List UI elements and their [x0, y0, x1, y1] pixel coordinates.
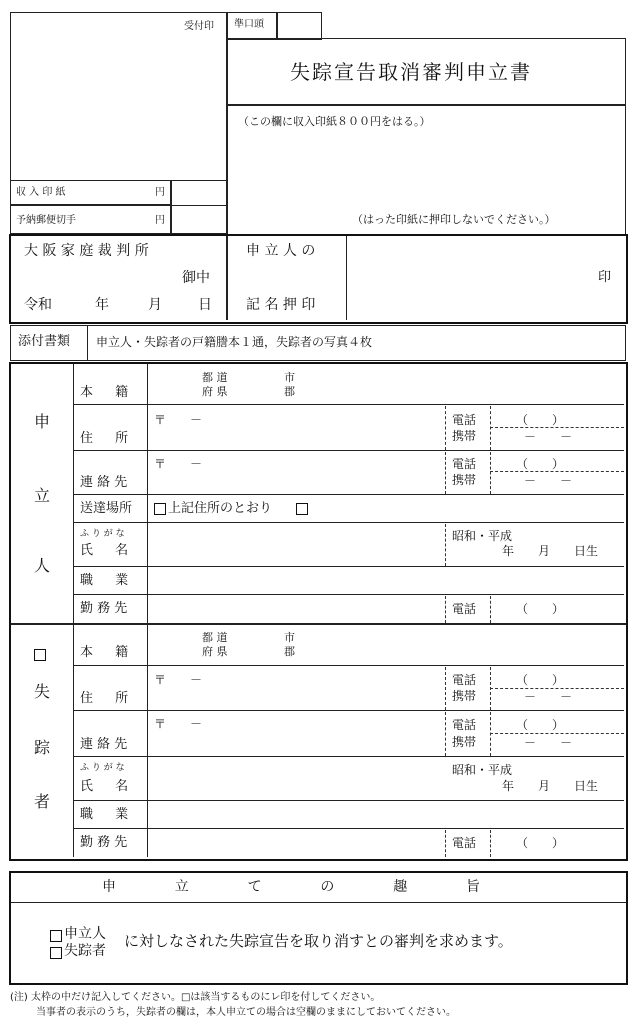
mis-jusho-label: 住 所: [80, 691, 133, 706]
app-soutatsu-label: 送達場所: [80, 501, 133, 516]
postage-yen: 円: [155, 215, 165, 226]
date-hi: 日: [198, 297, 212, 313]
stamp-side-box: [170, 180, 228, 234]
app-renraku-label: 連 絡 先: [80, 475, 128, 490]
mis-jusho-tel-paren: （ ）: [516, 673, 565, 687]
missing-checkbox[interactable]: [34, 646, 46, 662]
applicant-label-1: 申 立 人 の: [246, 243, 316, 259]
mis-kinmu-tel-paren: （ ）: [516, 836, 565, 850]
mis-birth: 年 月 日生: [502, 779, 599, 793]
app-birth: 年 月 日生: [502, 544, 599, 558]
missing-side-1: 失: [34, 682, 51, 701]
mis-renraku-keitai-dash: － －: [524, 736, 573, 750]
date-nen: 年: [95, 297, 109, 313]
app-soutatsu-check-1[interactable]: [154, 502, 166, 515]
no-seal-note: （はった印紙に押印しないでください。）: [352, 213, 556, 226]
app-renraku-postal: 〒 －: [154, 457, 203, 471]
purpose-opt2-check[interactable]: [50, 946, 62, 960]
app-furigana-label: ふ り が な: [80, 529, 125, 539]
mis-jusho-keitai: 携帯: [452, 689, 477, 703]
purpose-text: に対しなされた失踪宣告を取り消すとの審判を求めます。: [124, 932, 513, 950]
applicant-side-1: 申: [34, 412, 51, 431]
mis-renraku-label: 連 絡 先: [80, 737, 128, 752]
app-shi: 市: [284, 371, 295, 384]
mis-renraku-postal: 〒 －: [154, 717, 203, 731]
app-jusho-keitai: 携帯: [452, 429, 477, 443]
app-todofuken-1: 都 道: [202, 371, 228, 384]
mis-showa: 昭和・平成: [452, 763, 513, 777]
app-jusho-tel: 電話: [452, 413, 477, 427]
mis-shokugyo-label: 職 業: [80, 807, 133, 822]
mis-honseki-label: 本 籍: [80, 645, 133, 660]
mis-shimei-label: 氏 名: [80, 779, 133, 794]
app-shokugyo-label: 職 業: [80, 573, 133, 588]
app-kinmu-label: 勤 務 先: [80, 601, 128, 616]
court-name: 大 阪 家 庭 裁 判 所: [24, 243, 149, 259]
app-kinmu-tel-paren: （ ）: [516, 602, 565, 616]
revenue-stamp-yen: 円: [155, 187, 165, 198]
mis-todofuken-2: 府 県: [202, 645, 228, 658]
postage-label: 予納郵便切手: [16, 215, 76, 226]
purpose-opt1-check[interactable]: [50, 929, 62, 943]
purpose-title: 申 立 て の 趣 旨: [102, 879, 503, 895]
mis-renraku-tel: 電話: [452, 718, 477, 732]
seal-mark: 印: [598, 270, 612, 285]
mis-shi: 市: [284, 631, 295, 644]
mis-renraku-tel-paren: （ ）: [516, 718, 565, 732]
app-renraku-tel-paren: （ ）: [516, 457, 565, 471]
app-gun: 郡: [284, 385, 295, 398]
mis-jusho-postal: 〒 －: [154, 673, 203, 687]
junkoto-mark-box: [276, 12, 322, 40]
mis-gun: 郡: [284, 645, 295, 658]
attachments-value: 申立人・失踪者の戸籍謄本１通，失踪者の写真４枚: [96, 335, 373, 349]
app-showa: 昭和・平成: [452, 529, 513, 543]
date-tsuki: 月: [148, 297, 162, 313]
missing-side-3: 者: [34, 792, 51, 811]
app-jusho-keitai-dash: － －: [524, 430, 573, 444]
app-renraku-keitai: 携帯: [452, 473, 477, 487]
mis-jusho-tel: 電話: [452, 673, 477, 687]
app-soutatsu-check-2[interactable]: [296, 502, 308, 515]
applicant-label-2: 記 名 押 印: [246, 297, 316, 313]
applicant-side-3: 人: [34, 556, 51, 575]
app-kinmu-tel: 電話: [452, 602, 477, 616]
applicant-side-2: 立: [34, 486, 51, 505]
junkoto-label: 準口頭: [234, 19, 264, 30]
mis-jusho-keitai-dash: － －: [524, 690, 573, 704]
app-todofuken-2: 府 県: [202, 385, 228, 398]
app-jusho-postal: 〒 －: [154, 413, 203, 427]
missing-side-2: 踪: [34, 738, 51, 757]
attachments-label: 添付書類: [18, 334, 71, 349]
purpose-opt1: 申立人: [64, 926, 106, 942]
court-onchu: 御中: [182, 270, 210, 286]
note-line-1: (注) 太枠の中だけ記入してください。□は該当するものにレ印を付してください。: [10, 992, 381, 1003]
mis-furigana-label: ふ り が な: [80, 763, 125, 773]
mis-kinmu-label: 勤 務 先: [80, 835, 128, 850]
receipt-stamp-label: 受付印: [184, 21, 214, 32]
purpose-opt2: 失踪者: [64, 943, 106, 959]
app-honseki-label: 本 籍: [80, 385, 133, 400]
mis-todofuken-1: 都 道: [202, 631, 228, 644]
mis-renraku-keitai: 携帯: [452, 735, 477, 749]
note-line-2: 当事者の表示のうち，失踪者の欄は，本人申立ての場合は空欄のままにしておいてください。: [36, 1007, 456, 1018]
app-renraku-tel: 電話: [452, 457, 477, 471]
app-soutatsu-value: 上記住所のとおり: [168, 501, 273, 516]
app-jusho-label: 住 所: [80, 431, 133, 446]
revenue-stamp-label: 収 入 印 紙: [16, 187, 66, 198]
date-reiwa: 令和: [24, 297, 52, 313]
app-jusho-tel-paren: （ ）: [516, 413, 565, 427]
app-shimei-label: 氏 名: [80, 543, 133, 558]
receipt-stamp-box: [10, 12, 228, 206]
page-title: 失踪宣告取消審判申立書: [290, 60, 532, 84]
mis-kinmu-tel: 電話: [452, 836, 477, 850]
app-renraku-keitai-dash: － －: [524, 474, 573, 488]
stamp-note: （この欄に収入印紙８００円をはる。）: [238, 115, 431, 128]
